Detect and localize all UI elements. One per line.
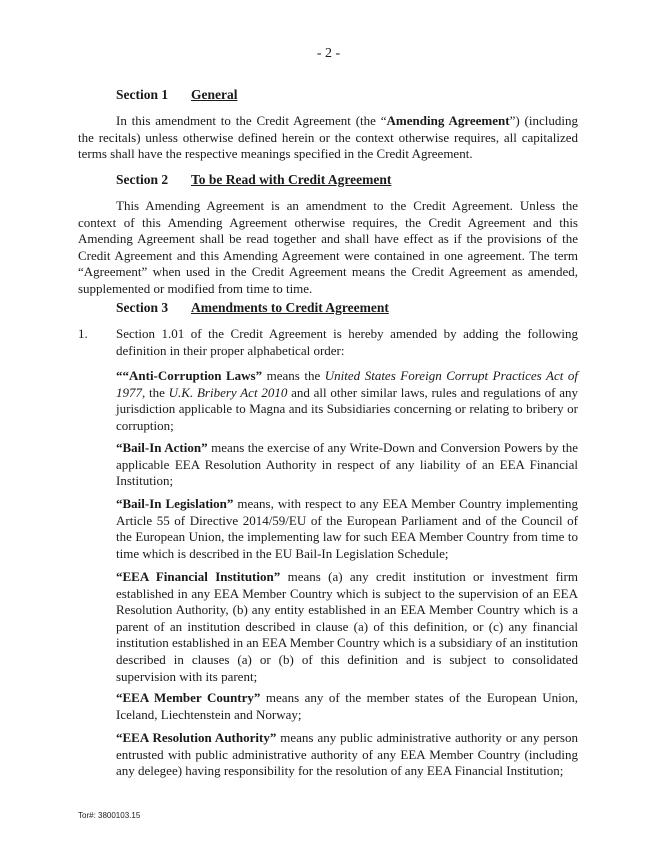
definition-eea-member-country xyxy=(116,690,578,723)
section-2-paragraph: This Amending Agreement is an amendment to the Credit Agreement. Unless the context of this Amending Agreement otherwise requires, the Credit Agreement and this Amending Agreement shall be read together and shall have effect as if the provisions of the Credit Agreement and this Amending Agreement were contained in one agreement. The term “Agreement” when used in the Credit Agreement means the Credit Agreement as amended, supplemented or modified from time to time. xyxy=(78,198,578,296)
section-title: To be Read with Credit Agreement xyxy=(191,172,392,187)
defined-term: Amending Agreement xyxy=(386,113,510,128)
section-3-heading xyxy=(116,300,389,316)
text-run: means the xyxy=(262,368,325,383)
italic-text: United States Foreign Corrupt Practices Act of 1977 xyxy=(116,368,579,400)
text-run: means any public administrative authority or any person entrusted with public administrative authority of any EEA Member Country (including any delegee) having responsibility for the resolution of any EEA Financial Institution; xyxy=(116,730,578,779)
defined-term: “Bail-In Legislation” xyxy=(116,496,234,511)
text-run: means (a) any credit institution or investment firm established in any EEA Member Country which is subject to the supervision of an EEA Resolution Authority, (b) any entity established in an EEA Member Country which is a parent of an institution described in clause (a) of this definition, or (c) any financial institution established in an EEA Member Country which is a subsidiary of an institution described in clauses (a) or (b) of this definition and is subject to consolidated supervision with its parent; xyxy=(116,569,578,684)
text-run: In this amendment to the Credit Agreement (the “ xyxy=(116,113,387,128)
italic-text: U.K. Bribery Act 2010 xyxy=(168,384,288,400)
definition-bail-in-action xyxy=(116,440,578,490)
page-number: - 2 - xyxy=(316,46,341,61)
defined-term: “Bail-In Action” xyxy=(116,440,208,455)
definition-anti-corruption-laws xyxy=(116,368,578,434)
section-1-paragraph xyxy=(78,113,578,163)
section-title: General xyxy=(191,87,238,102)
definition-bail-in-legislation xyxy=(116,496,578,562)
text-run: and all other similar laws, rules and regulations of any jurisdiction applicable to Magna and its Subsidiaries concerning or relating to bribery or corruption; xyxy=(116,384,579,433)
section-2-heading xyxy=(116,172,391,188)
list-item-number: 1. xyxy=(78,326,88,341)
definition-eea-financial-institution xyxy=(116,569,578,685)
text-run: means the exercise of any Write-Down and Conversion Powers by the applicable EEA Resolution Authority in respect of any liability of an EEA Financial Institution; xyxy=(116,440,578,489)
section-title: Amendments to Credit Agreement xyxy=(191,300,389,315)
definition-eea-resolution-authority xyxy=(116,730,578,780)
document-reference-footer: Tor#: 3800103.15 xyxy=(78,811,141,820)
text-run: means, with respect to any EEA Member Country implementing Article 55 of Directive 2014/59/EU of the European Parliament and of the Council of the European Union, the implementing law for such EEA Member Country from time to time which is described in the EU Bail-In Legislation Schedule; xyxy=(116,496,578,561)
defined-term: “EEA Member Country” xyxy=(116,690,261,705)
section-number: Section 2 xyxy=(116,172,169,187)
text-run: means any of the member states of the European Union, Iceland, Liechtenstein and Norway; xyxy=(116,690,578,722)
defined-term: “EEA Financial Institution” xyxy=(116,569,281,584)
section-1-heading xyxy=(116,87,238,103)
section-number: Section 1 xyxy=(116,87,169,102)
text-run: , the xyxy=(142,384,169,400)
section-number: Section 3 xyxy=(116,300,169,315)
list-item-text: Section 1.01 of the Credit Agreement is hereby amended by adding the following definition in their proper alphabetical order: xyxy=(116,326,578,358)
defined-term: ““Anti-Corruption Laws” xyxy=(116,368,263,383)
defined-term: “EEA Resolution Authority” xyxy=(116,730,277,745)
text-run: ”) (including the recitals) unless otherwise defined herein or the context otherwise requires, all capitalized terms shall have the respective meanings specified in the Credit Agreement. xyxy=(78,113,578,162)
